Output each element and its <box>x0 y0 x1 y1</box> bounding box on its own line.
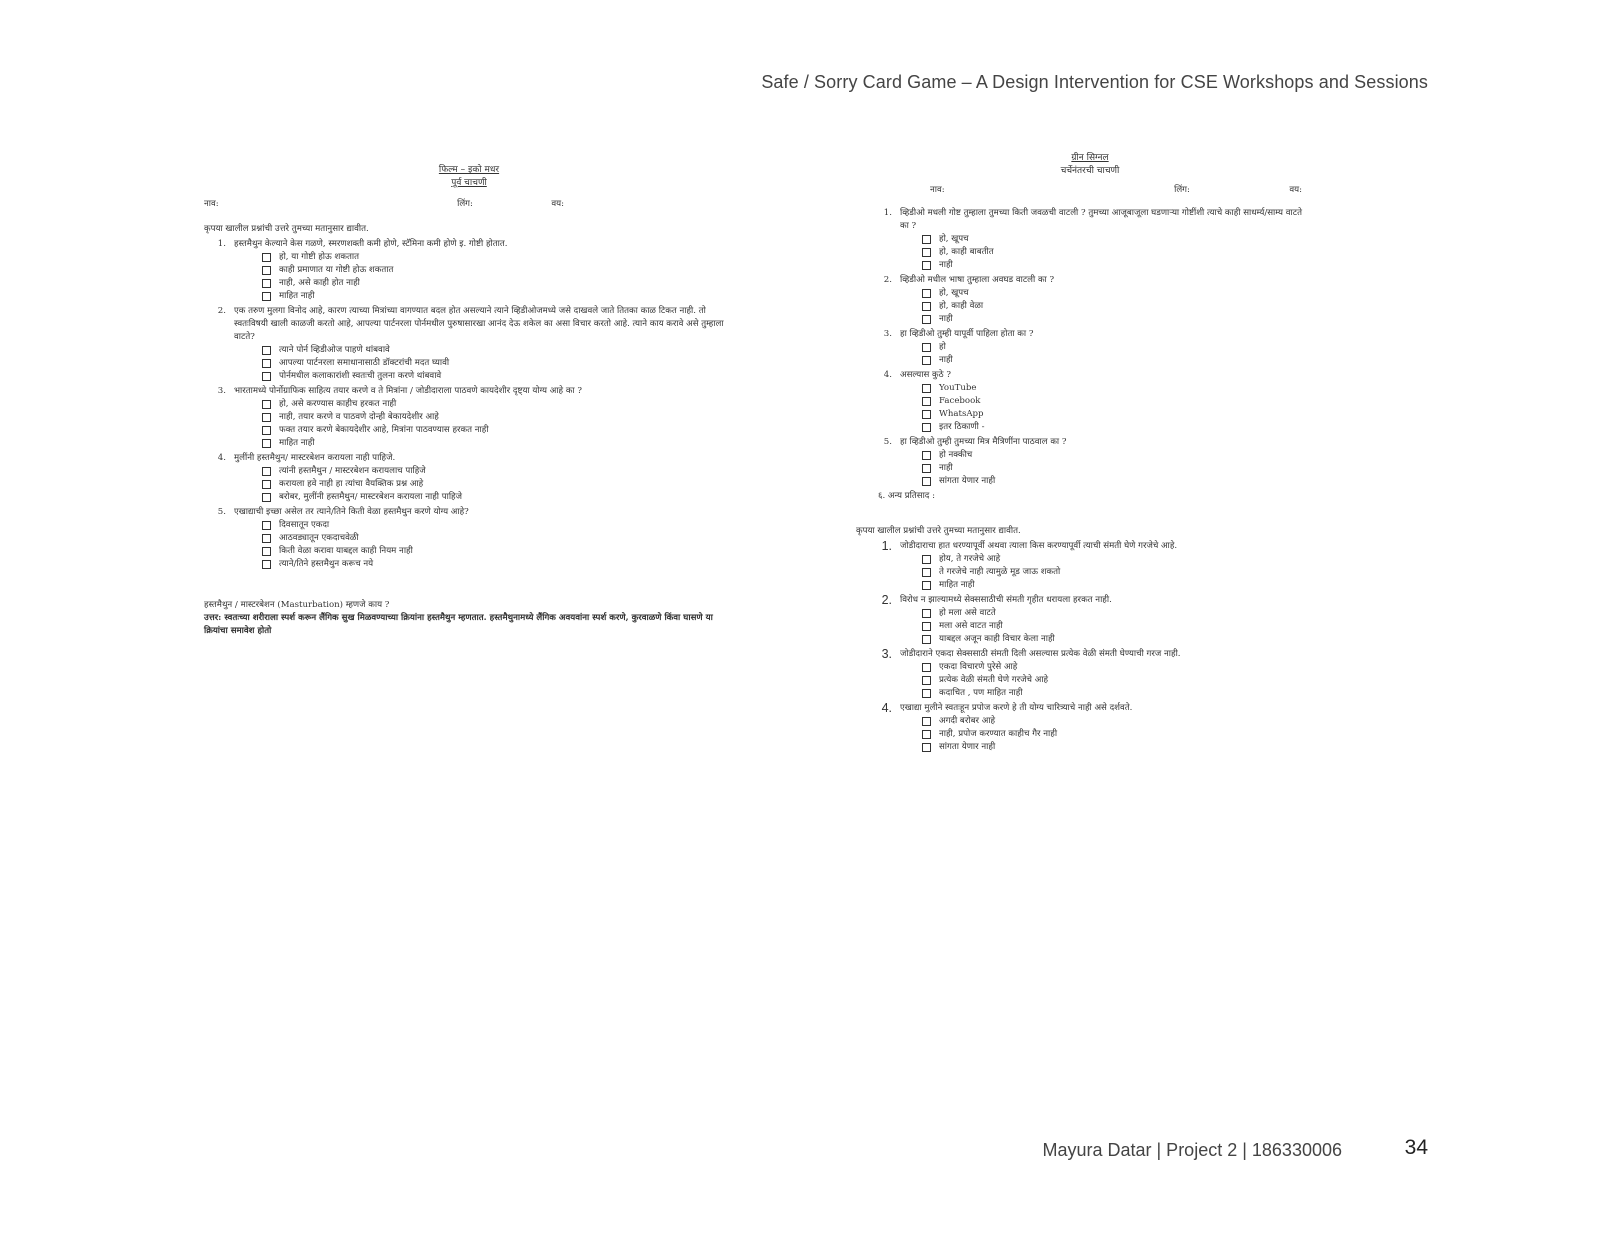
checkbox[interactable] <box>922 384 931 393</box>
option-list <box>204 344 734 383</box>
checkbox[interactable] <box>922 451 931 460</box>
option-label: नाही <box>939 355 953 365</box>
page-header-title: Safe / Sorry Card Game – A Design Intervention for CSE Workshops and Sessions <box>761 72 1428 92</box>
answer-option[interactable] <box>262 424 734 437</box>
option-label: नाही <box>939 260 953 270</box>
option-label: पोर्नमधील कलाकारांशी स्वतःची तुलना करणे थांबवावे <box>279 371 442 381</box>
checkbox[interactable] <box>262 426 271 435</box>
option-label: हो नक्कीच <box>939 450 973 460</box>
checkbox[interactable] <box>262 547 271 556</box>
gender-label: लिंग: <box>1174 185 1190 195</box>
question-number: 1. <box>883 208 892 218</box>
respondent-info-row <box>870 184 1310 197</box>
question-text: जोडीदाराचा हात धरण्यापूर्वी अथवा त्याला किस करण्यापूर्वी त्याची संमती घेणे गरजेचे आहे. <box>900 541 1178 551</box>
question-text: व्हिडीओ मधली गोष्ट तुम्हाला तुमच्या किती जवळची वाटली ? तुमच्या आजूबाजूला घडणाऱ्या गोष्टींशी त्याचे काही साधर्म्य/साम्य वाटते का ? <box>900 208 1302 231</box>
respondent-info-row <box>204 198 734 211</box>
answer-option[interactable] <box>262 411 734 424</box>
checkbox[interactable] <box>922 689 931 698</box>
checkbox[interactable] <box>922 635 931 644</box>
question-text: एखाद्या मुलीने स्वतःहून प्रपोज करणे हे ती योग्य चारित्र्याचे नाही असे दर्शवते. <box>900 703 1133 713</box>
answer-option[interactable] <box>922 395 1310 408</box>
checkbox[interactable] <box>922 676 931 685</box>
option-label: माहित नाही <box>279 438 315 448</box>
question-item <box>870 207 1310 272</box>
answer-option[interactable] <box>922 475 1310 488</box>
option-label: आठवड्यातून एकदाचवेळी <box>279 533 359 543</box>
answer-option[interactable] <box>922 620 1310 633</box>
instruction-text: कृपया खालील प्रश्नांची उत्तरे तुमच्या मतानुसार द्यावीत. <box>856 526 1021 536</box>
checkbox[interactable] <box>922 663 931 672</box>
question-text: एक तरुण मुलगा विनोद आहे, कारण त्याच्या मित्रांच्या वागण्यात बदल होत असल्याने त्याने व्हिडीओजमध्ये जसे दाखवले जाते तितका काळ टिकत नाही. तो स्वतःविषयी खाली काळजी करतो आहे, आपल्या पार्टनरला पोर्नमधील पुरुषासारखा आनंद देऊ शकेल का असा विचार करतो आहे. त्याने काय करावे असे तुम्हाला वाटते? <box>234 306 724 342</box>
option-label: सांगता येणार नाही <box>939 742 996 752</box>
answer-option[interactable] <box>922 354 1310 367</box>
checkbox[interactable] <box>922 568 931 577</box>
option-label: त्याने/तिने हस्तमैथुन करूच नये <box>279 559 374 569</box>
answer-option[interactable] <box>922 566 1310 579</box>
question-number: 4. <box>883 370 892 380</box>
question-list <box>204 238 734 571</box>
question-item <box>870 328 1310 367</box>
question-number: 5. <box>217 507 226 517</box>
checkbox[interactable] <box>922 356 931 365</box>
definition-question: हस्तमैथुन / मास्टरबेशन (Masturbation) म्हणजे काय ? <box>204 600 390 610</box>
option-label: करायला हवे नाही हा त्यांचा वैयक्तिक प्रश्न आहे <box>279 479 424 489</box>
answer-option[interactable] <box>922 579 1310 592</box>
question-text: हा व्हिडीओ तुम्ही यापूर्वी पाहिला होता का ? <box>900 329 1034 339</box>
answer-option[interactable] <box>922 449 1310 462</box>
question-item <box>204 305 734 383</box>
answer-option[interactable] <box>922 341 1310 354</box>
answer-option[interactable] <box>262 344 734 357</box>
question-number: 1. <box>217 239 226 249</box>
question-number: 4. <box>217 453 226 463</box>
definition-answer: उत्तर: स्वतःच्या शरीराला स्पर्श करून लैंगिक सुख मिळवण्याच्या क्रियांना हस्तमैथुन म्हणतात. हस्तमैथुनामध्ये लैंगिक अवयवांना स्पर्श करणे, कुरवाळणे किंवा घासणे या क्रियांचा समावेश होतो <box>204 613 713 636</box>
answer-option[interactable] <box>922 408 1310 421</box>
option-label: त्यांनी हस्तमैथुन / मास्टरबेशन करायलाच पाहिजे <box>279 466 426 476</box>
option-list <box>870 341 1310 367</box>
checkbox[interactable] <box>262 253 271 262</box>
question-item <box>870 274 1310 326</box>
checkbox[interactable] <box>922 423 931 432</box>
answer-option[interactable] <box>922 246 1310 259</box>
question-item <box>870 702 1310 754</box>
option-label: हो, काही बाबतीत <box>939 247 994 257</box>
option-list <box>204 398 734 450</box>
answer-option[interactable] <box>922 661 1310 674</box>
other-feedback-label: ६. अन्य प्रतिसाद : <box>878 491 935 501</box>
answer-option[interactable] <box>922 553 1310 566</box>
post-discussion-questionnaire <box>856 152 1310 756</box>
question-number: 3. <box>883 329 892 339</box>
option-label: मला असे वाटत नाही <box>939 621 1003 631</box>
question-text: हा व्हिडीओ तुम्ही तुमच्या मित्र मैत्रिणींना पाठवाल का ? <box>900 437 1067 447</box>
question-text: मुलींनी हस्तमैथुन/ मास्टरबेशन करायला नाही पाहिजे. <box>234 453 396 463</box>
checkbox[interactable] <box>922 261 931 270</box>
test-title: चर्चेनंतरची चाचणी <box>1060 166 1120 176</box>
question-item <box>870 436 1310 488</box>
footer-author-line: Mayura Datar | Project 2 | 186330006 <box>1042 1140 1342 1160</box>
option-label: दिवसातून एकदा <box>279 520 330 530</box>
question-item <box>870 648 1310 700</box>
question-item <box>204 385 734 450</box>
option-label: हो मला असे वाटते <box>939 608 996 618</box>
option-list <box>870 661 1310 700</box>
question-text: असल्यास कुठे ? <box>900 370 951 380</box>
answer-option[interactable] <box>922 421 1310 434</box>
question-item <box>204 506 734 571</box>
checkbox[interactable] <box>262 266 271 275</box>
checkbox[interactable] <box>922 609 931 618</box>
checkbox[interactable] <box>262 493 271 502</box>
option-label: हो, या गोष्टी होऊ शकतात <box>279 252 359 262</box>
option-list <box>204 519 734 571</box>
question-number: 4. <box>881 701 892 715</box>
test-title: पूर्व चाचणी <box>451 178 487 188</box>
checkbox[interactable] <box>262 400 271 409</box>
checkbox[interactable] <box>262 413 271 422</box>
answer-option[interactable] <box>262 558 734 571</box>
answer-option[interactable] <box>922 259 1310 272</box>
question-number: 2. <box>881 593 892 607</box>
checkbox[interactable] <box>922 464 931 473</box>
checkbox[interactable] <box>262 560 271 569</box>
question-number: 3. <box>217 386 226 396</box>
option-label: इतर ठिकाणी - <box>939 422 985 432</box>
answer-option[interactable] <box>922 728 1310 741</box>
checkbox[interactable] <box>262 480 271 489</box>
option-label: आपल्या पार्टनरला समाधानासाठी डॉक्टरांची मदत घ्यावी <box>279 358 450 368</box>
checkbox[interactable] <box>262 439 271 448</box>
left-title-block <box>204 164 734 190</box>
question-text: विरोध न झाल्यामध्ये सेक्ससाठीची संमती गृहीत धरायला हरकत नाही. <box>900 595 1112 605</box>
question-list <box>870 207 1310 488</box>
checkbox[interactable] <box>922 410 931 419</box>
option-label: YouTube <box>939 383 977 393</box>
answer-option[interactable] <box>262 277 734 290</box>
checkbox[interactable] <box>262 346 271 355</box>
option-label: नाही, असे काही होत नाही <box>279 278 360 288</box>
answer-option[interactable] <box>922 287 1310 300</box>
checkbox[interactable] <box>262 467 271 476</box>
answer-option[interactable] <box>922 313 1310 326</box>
checkbox[interactable] <box>922 477 931 486</box>
question-list-part2 <box>870 540 1310 754</box>
answer-option[interactable] <box>262 478 734 491</box>
option-list <box>870 715 1310 754</box>
checkbox[interactable] <box>922 343 931 352</box>
option-label: हो, काही वेळा <box>939 301 984 311</box>
option-label: याबद्दल अजून काही विचार केला नाही <box>939 634 1055 644</box>
checkbox[interactable] <box>262 534 271 543</box>
question-item <box>870 594 1310 646</box>
checkbox[interactable] <box>262 279 271 288</box>
checkbox[interactable] <box>922 730 931 739</box>
answer-option[interactable] <box>262 491 734 504</box>
name-label: नाव: <box>930 185 945 195</box>
option-label: अगदी बरोबर आहे <box>939 716 996 726</box>
answer-option[interactable] <box>922 741 1310 754</box>
option-list <box>870 607 1310 646</box>
question-text: एखाद्याची इच्छा असेल तर त्याने/तिने किती वेळा हस्तमैथुन करणे योग्य आहे? <box>234 507 469 517</box>
option-label: किती वेळा करावा याबद्दल काही नियम नाही <box>279 546 413 556</box>
option-label: बरोबर, मुलींनी हस्तमैथुन/ मास्टरबेशन करायला नाही पाहिजे <box>279 492 462 502</box>
answer-option[interactable] <box>922 715 1310 728</box>
checkbox[interactable] <box>262 359 271 368</box>
checkbox[interactable] <box>922 248 931 257</box>
answer-option[interactable] <box>922 633 1310 646</box>
checkbox[interactable] <box>922 289 931 298</box>
answer-option[interactable] <box>262 370 734 383</box>
checkbox[interactable] <box>922 555 931 564</box>
option-label: Facebook <box>939 396 981 406</box>
checkbox[interactable] <box>922 302 931 311</box>
option-label: प्रत्येक वेळी संमती घेणे गरजेचे आहे <box>939 675 1049 685</box>
right-title-block <box>870 152 1310 178</box>
pre-test-questionnaire <box>204 164 734 638</box>
answer-option[interactable] <box>922 300 1310 313</box>
question-number: 2. <box>883 275 892 285</box>
option-list <box>204 465 734 504</box>
question-number: 5. <box>883 437 892 447</box>
question-text: भारतामध्ये पोर्नोग्राफिक साहित्य तयार करणे व ते मित्रांना / जोडीदाराला पाठवणे कायदेशीर दृष्ट्या योग्य आहे का ? <box>234 386 582 396</box>
answer-option[interactable] <box>922 382 1310 395</box>
answer-option[interactable] <box>922 462 1310 475</box>
option-label: त्याने पोर्न व्हिडीओज पाहणे थांबवावे <box>279 345 390 355</box>
option-label: सांगता येणार नाही <box>939 476 996 486</box>
question-text: व्हिडीओ मधील भाषा तुम्हाला अवघड वाटली का ? <box>900 275 1055 285</box>
checkbox[interactable] <box>922 235 931 244</box>
option-list <box>204 251 734 303</box>
answer-option[interactable] <box>262 465 734 478</box>
option-label: एकदा विचारणे पुरेसे आहे <box>939 662 1018 672</box>
question-item <box>204 238 734 303</box>
question-item <box>870 540 1310 592</box>
question-text: जोडीदाराने एकदा सेक्ससाठी संमती दिली असल्यास प्रत्येक वेळी संमती घेण्याची गरज नाही. <box>900 649 1181 659</box>
film-title: फिल्म – इको मधर <box>438 165 500 175</box>
question-number: 1. <box>881 539 892 553</box>
checkbox[interactable] <box>922 622 931 631</box>
option-label: काही प्रमाणात या गोष्टी होऊ शकतात <box>279 265 394 275</box>
option-list <box>870 449 1310 488</box>
film-title: ग्रीन सिग्नल <box>1071 153 1109 163</box>
checkbox[interactable] <box>922 581 931 590</box>
option-label: हो, असे करण्यास काहीच हरकत नाही <box>279 399 397 409</box>
name-label: नाव: <box>204 199 219 209</box>
answer-option[interactable] <box>262 437 734 450</box>
checkbox[interactable] <box>262 521 271 530</box>
option-list <box>870 287 1310 326</box>
answer-option[interactable] <box>922 674 1310 687</box>
answer-option[interactable] <box>262 532 734 545</box>
answer-option[interactable] <box>262 545 734 558</box>
checkbox[interactable] <box>922 717 931 726</box>
question-item <box>204 452 734 504</box>
age-label: वय: <box>551 199 564 209</box>
gender-label: लिंग: <box>457 199 473 209</box>
option-label: हो, खूपच <box>939 288 969 298</box>
page-number: 34 <box>1404 1136 1428 1159</box>
answer-option[interactable] <box>262 290 734 303</box>
checkbox[interactable] <box>262 292 271 301</box>
checkbox[interactable] <box>922 743 931 752</box>
option-label: कदाचित , पण माहित नाही <box>939 688 1023 698</box>
question-number: 2. <box>217 306 226 316</box>
option-label: हो, खूपच <box>939 234 969 244</box>
answer-option[interactable] <box>262 357 734 370</box>
option-label: फक्त तयार करणे बेकायदेशीर आहे, मित्रांना पाठवण्यास हरकत नाही <box>279 425 489 435</box>
checkbox[interactable] <box>922 397 931 406</box>
option-label: नाही, तयार करणे व पाठवणे दोन्ही बेकायदेशीर आहे <box>279 412 439 422</box>
option-list <box>870 233 1310 272</box>
option-label: नाही <box>939 463 953 473</box>
answer-option[interactable] <box>922 233 1310 246</box>
option-label: माहित नाही <box>279 291 315 301</box>
question-item <box>870 369 1310 434</box>
answer-option[interactable] <box>262 251 734 264</box>
option-label: ते गरजेचे नाही त्यामुळे मूड जाऊ शकतो <box>939 567 1061 577</box>
instruction-text: कृपया खालील प्रश्नांची उत्तरे तुमच्या मतानुसार द्यावीत. <box>204 224 369 234</box>
option-label: होय, ते गरजेचे आहे <box>939 554 1001 564</box>
checkbox[interactable] <box>262 372 271 381</box>
checkbox[interactable] <box>922 315 931 324</box>
question-number: 3. <box>881 647 892 661</box>
option-list <box>870 553 1310 592</box>
option-label: नाही, प्रपोज करण्यात काहीच गैर नाही <box>939 729 1058 739</box>
option-label: हो <box>939 342 946 352</box>
option-label: WhatsApp <box>939 409 984 419</box>
option-label: माहित नाही <box>939 580 975 590</box>
option-label: नाही <box>939 314 953 324</box>
option-list <box>870 382 1310 434</box>
answer-option[interactable] <box>922 607 1310 620</box>
answer-option[interactable] <box>262 398 734 411</box>
answer-option[interactable] <box>262 519 734 532</box>
answer-option[interactable] <box>922 687 1310 700</box>
age-label: वय: <box>1289 185 1302 195</box>
answer-option[interactable] <box>262 264 734 277</box>
question-text: हस्तमैथुन केल्याने केस गळणे, स्मरणशक्ती कमी होणे, स्टॅमिना कमी होणे इ. गोष्टी होतात. <box>234 239 508 249</box>
